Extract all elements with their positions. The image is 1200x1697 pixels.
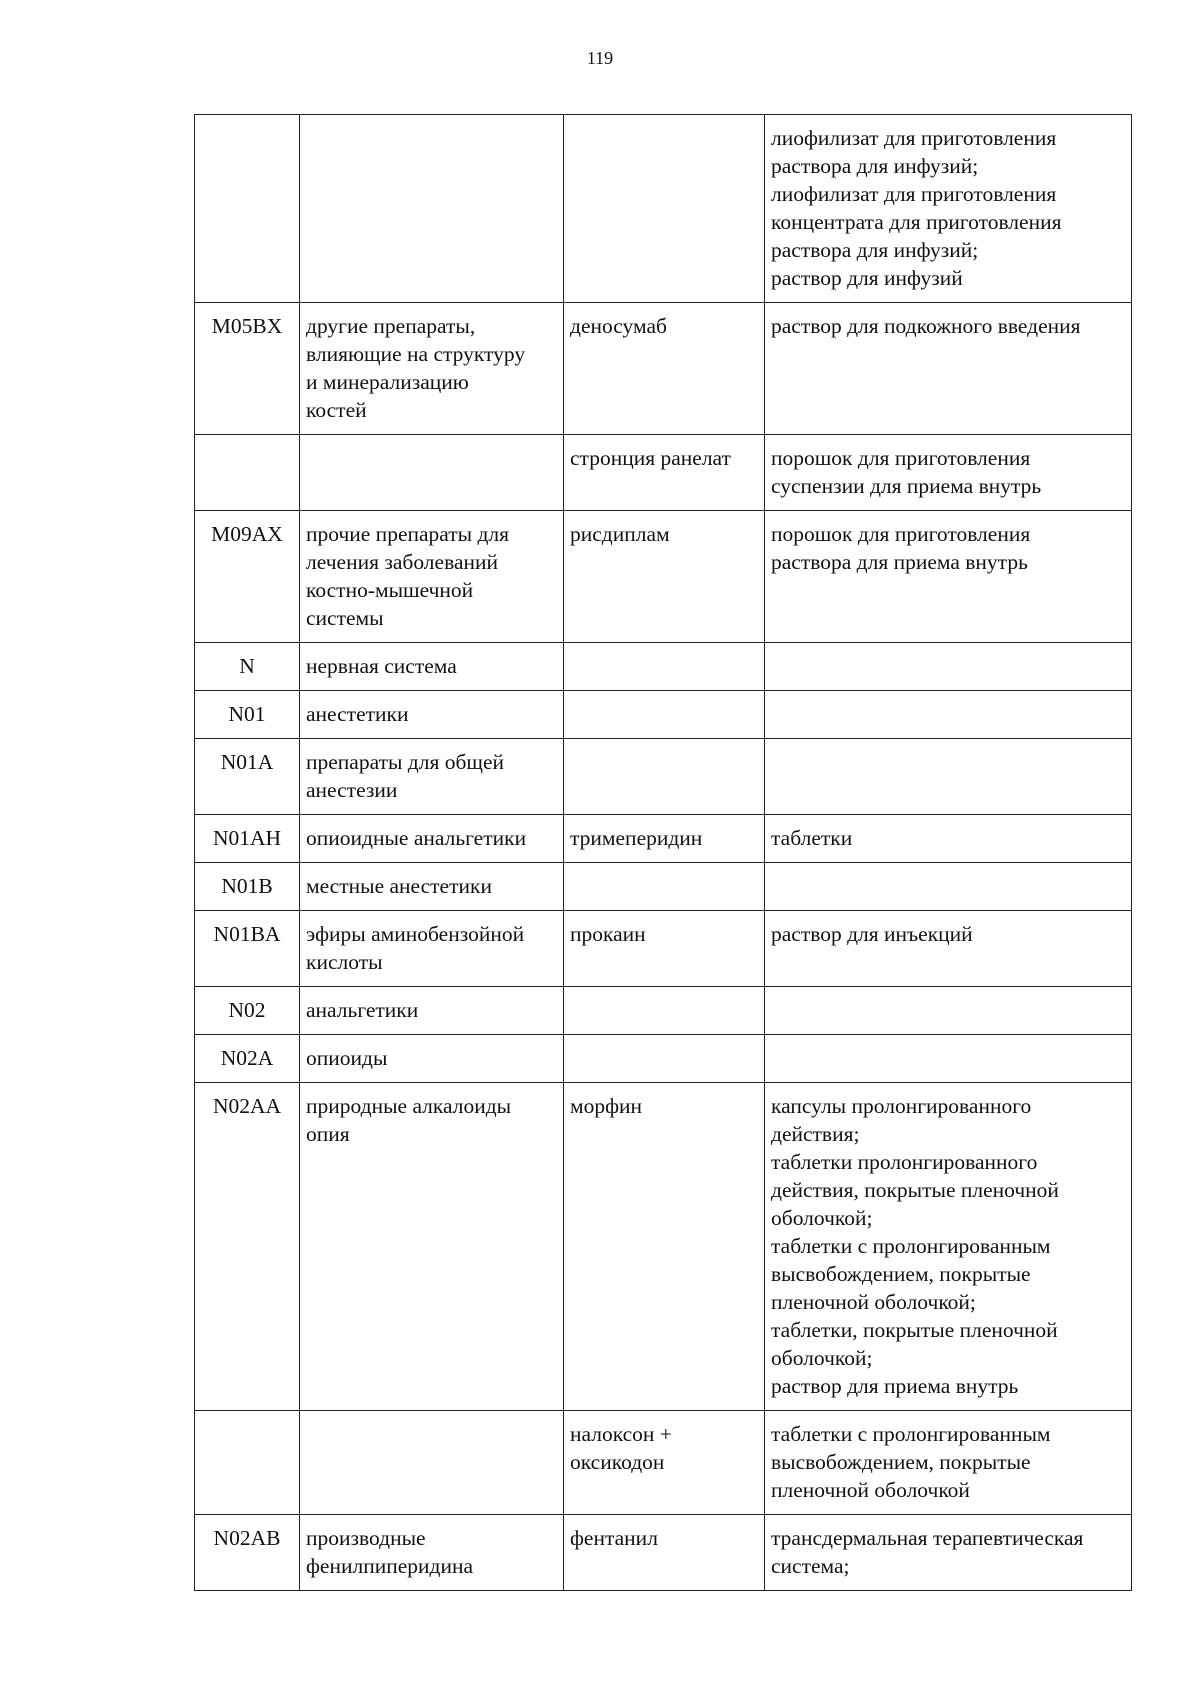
drug-cell: деносумаб [564,303,765,435]
table-row [195,911,1132,987]
drug-cell [564,115,765,303]
dosage-form-cell: раствор для подкожного введения [765,303,1132,435]
atc-code-cell: N01B [195,863,300,911]
drug-cell: прокаин [564,911,765,987]
group-cell [300,1411,564,1515]
drug-table [194,114,1132,1591]
page-number: 119 [586,48,614,68]
dosage-form-cell [765,1035,1132,1083]
table-row [195,115,1132,303]
group-cell [300,435,564,511]
dosage-form-cell: таблетки с пролонгированным высвобождением, покрытые пленочной оболочкой [765,1411,1132,1515]
group-cell: анальгетики [300,987,564,1035]
group-cell: анестетики [300,691,564,739]
drug-cell [564,987,765,1035]
atc-code-cell: N01BA [195,911,300,987]
drug-cell: фентанил [564,1515,765,1591]
atc-code-cell: N02 [195,987,300,1035]
atc-code-cell: M05BX [195,303,300,435]
table-row [195,643,1132,691]
table-row [195,1035,1132,1083]
group-cell [300,115,564,303]
group-cell: производные фенилпиперидина [300,1515,564,1591]
group-cell: нервная система [300,643,564,691]
atc-code-cell: N01A [195,739,300,815]
table-row [195,739,1132,815]
dosage-form-cell [765,987,1132,1035]
table-row [195,987,1132,1035]
table-row [195,1411,1132,1515]
atc-code-cell: N01 [195,691,300,739]
drug-cell: тримеперидин [564,815,765,863]
atc-code-cell: N02AA [195,1083,300,1411]
drug-table-body [195,115,1132,1591]
group-cell: препараты для общей анестезии [300,739,564,815]
dosage-form-cell [765,739,1132,815]
atc-code-cell [195,435,300,511]
group-cell: другие препараты, влияющие на структуру и минерализацию костей [300,303,564,435]
table-row [195,1083,1132,1411]
drug-cell: стронция ранелат [564,435,765,511]
dosage-form-cell: порошок для приготовления суспензии для приема внутрь [765,435,1132,511]
drug-cell [564,739,765,815]
table-row [195,815,1132,863]
drug-cell: морфин [564,1083,765,1411]
group-cell: природные алкалоиды опия [300,1083,564,1411]
table-row [195,1515,1132,1591]
group-cell: опиоидные анальгетики [300,815,564,863]
dosage-form-cell [765,863,1132,911]
group-cell: местные анестетики [300,863,564,911]
group-cell: прочие препараты для лечения заболеваний костно-мышечной системы [300,511,564,643]
dosage-form-cell: таблетки [765,815,1132,863]
atc-code-cell: N02A [195,1035,300,1083]
drug-cell [564,863,765,911]
atc-code-cell [195,1411,300,1515]
atc-code-cell: N [195,643,300,691]
dosage-form-cell: раствор для инъекций [765,911,1132,987]
group-cell: эфиры аминобензойной кислоты [300,911,564,987]
group-cell: опиоиды [300,1035,564,1083]
table-row [195,435,1132,511]
atc-code-cell: M09AX [195,511,300,643]
drug-cell: налоксон + оксикодон [564,1411,765,1515]
table-row [195,691,1132,739]
atc-code-cell [195,115,300,303]
table-row [195,303,1132,435]
drug-cell: рисдиплам [564,511,765,643]
table-row [195,511,1132,643]
dosage-form-cell: порошок для приготовления раствора для приема внутрь [765,511,1132,643]
dosage-form-cell: трансдермальная терапевтическая система; [765,1515,1132,1591]
drug-cell [564,1035,765,1083]
dosage-form-cell [765,643,1132,691]
drug-cell [564,643,765,691]
atc-code-cell: N02AB [195,1515,300,1591]
drug-cell [564,691,765,739]
table-row [195,863,1132,911]
dosage-form-cell [765,691,1132,739]
dosage-form-cell: капсулы пролонгированного действия; таблетки пролонгированного действия, покрытые пленочной оболочкой; таблетки с пролонгированным высвобождением, покрытые пленочной оболочкой; таблетки, покрытые пленочной оболочкой; раствор для приема внутрь [765,1083,1132,1411]
dosage-form-cell: лиофилизат для приготовления раствора для инфузий; лиофилизат для приготовления концентрата для приготовления раствора для инфузий; раствор для инфузий [765,115,1132,303]
atc-code-cell: N01AH [195,815,300,863]
